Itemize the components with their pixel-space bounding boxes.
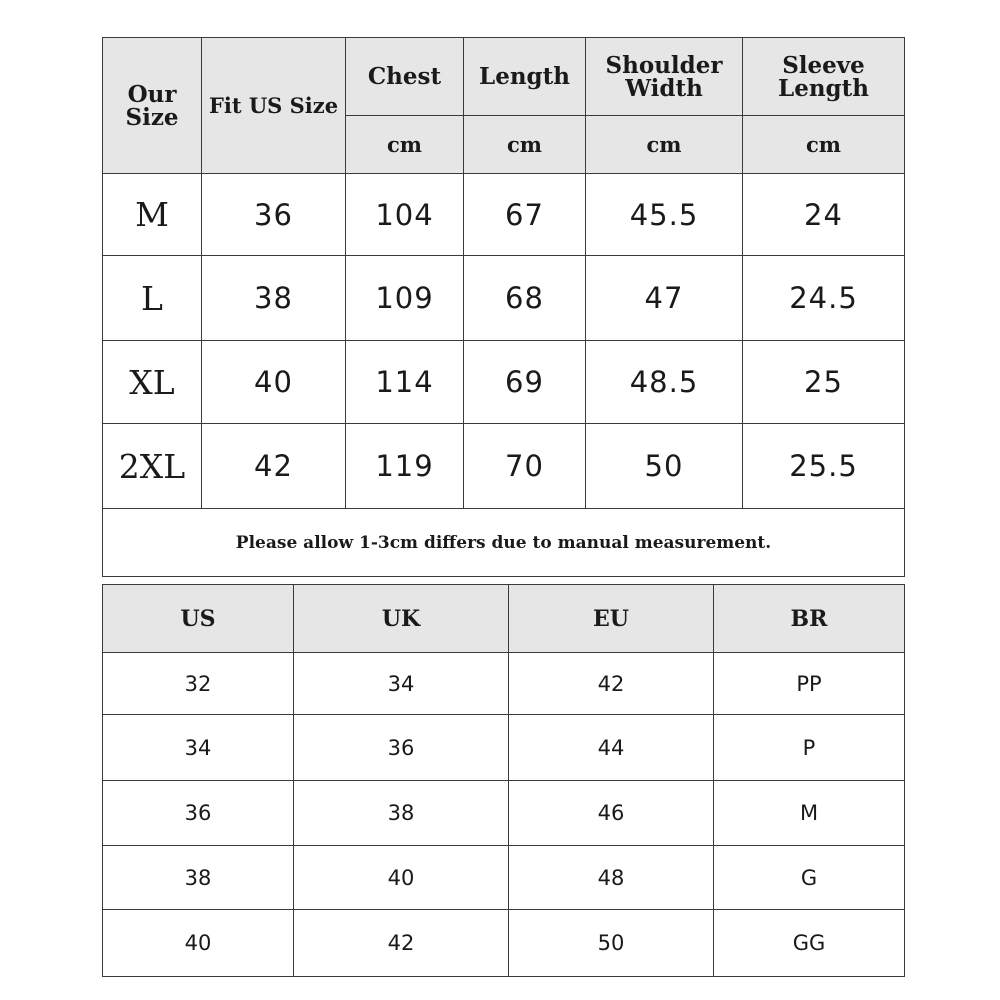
size-label: XL — [103, 341, 202, 424]
eu-cell: 46 — [509, 781, 714, 846]
chest-header: Chest — [346, 38, 464, 116]
our-size-header: Our Size — [103, 38, 202, 174]
size-label: M — [103, 174, 202, 256]
eu-cell: 48 — [509, 846, 714, 910]
eu-cell: 42 — [509, 653, 714, 715]
chest-cell: 114 — [346, 341, 464, 424]
size-row — [103, 256, 905, 341]
size-label: 2XL — [103, 424, 202, 509]
us-cell: 34 — [103, 715, 294, 781]
sleeve-length-header: Sleeve Length — [743, 38, 905, 116]
eu-cell: 44 — [509, 715, 714, 781]
chest-cell: 109 — [346, 256, 464, 341]
us-size-cell: 38 — [202, 256, 346, 341]
length-cell: 70 — [464, 424, 586, 509]
uk-header: UK — [294, 585, 509, 653]
length-cell: 68 — [464, 256, 586, 341]
shoulder-cell: 45.5 — [586, 174, 743, 256]
conversion-row — [103, 653, 905, 715]
size-chart-table — [102, 37, 905, 577]
conversion-row — [103, 781, 905, 846]
uk-cell: 36 — [294, 715, 509, 781]
us-cell: 40 — [103, 910, 294, 977]
br-cell: PP — [714, 653, 905, 715]
fit-us-size-header: Fit US Size — [202, 38, 346, 174]
uk-cell: 40 — [294, 846, 509, 910]
shoulder-cell: 48.5 — [586, 341, 743, 424]
size-row — [103, 424, 905, 509]
eu-cell: 50 — [509, 910, 714, 977]
conversion-row — [103, 910, 905, 977]
chest-cell: 119 — [346, 424, 464, 509]
length-cell: 67 — [464, 174, 586, 256]
size-conversion-table — [102, 584, 905, 977]
length-cell: 69 — [464, 341, 586, 424]
sleeve-cell: 24 — [743, 174, 905, 256]
br-cell: G — [714, 846, 905, 910]
uk-cell: 42 — [294, 910, 509, 977]
us-size-cell: 42 — [202, 424, 346, 509]
us-cell: 36 — [103, 781, 294, 846]
size-row — [103, 174, 905, 256]
us-header: US — [103, 585, 294, 653]
eu-header: EU — [509, 585, 714, 653]
us-cell: 38 — [103, 846, 294, 910]
sleeve-cell: 25.5 — [743, 424, 905, 509]
us-size-cell: 40 — [202, 341, 346, 424]
length-unit: cm — [464, 116, 586, 174]
br-cell: M — [714, 781, 905, 846]
sleeve-cell: 24.5 — [743, 256, 905, 341]
sleeve-cell: 25 — [743, 341, 905, 424]
br-header: BR — [714, 585, 905, 653]
size-label: L — [103, 256, 202, 341]
br-cell: GG — [714, 910, 905, 977]
uk-cell: 38 — [294, 781, 509, 846]
length-header: Length — [464, 38, 586, 116]
shoulder-cell: 50 — [586, 424, 743, 509]
conversion-row — [103, 846, 905, 910]
size-row — [103, 341, 905, 424]
us-size-cell: 36 — [202, 174, 346, 256]
br-cell: P — [714, 715, 905, 781]
shoulder-unit: cm — [586, 116, 743, 174]
conversion-row — [103, 715, 905, 781]
measurement-note: Please allow 1-3cm differs due to manual measurement. — [103, 509, 905, 577]
chest-cell: 104 — [346, 174, 464, 256]
sleeve-unit: cm — [743, 116, 905, 174]
us-cell: 32 — [103, 653, 294, 715]
uk-cell: 34 — [294, 653, 509, 715]
shoulder-width-header: Shoulder Width — [586, 38, 743, 116]
chest-unit: cm — [346, 116, 464, 174]
shoulder-cell: 47 — [586, 256, 743, 341]
